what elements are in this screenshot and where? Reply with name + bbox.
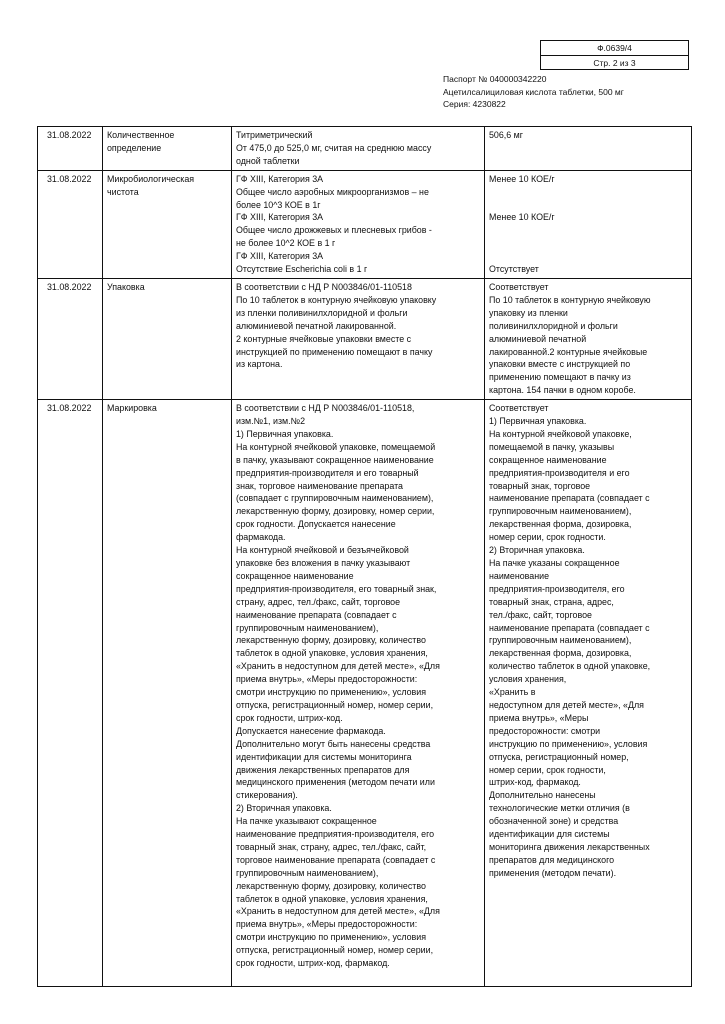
product-name: Ацетилсалициловая кислота таблетки, 500 мг [443, 86, 624, 97]
requirement-line: идентификации для системы мониторинга [236, 751, 412, 762]
requirement-line: сокращенное наименование [236, 570, 354, 581]
requirement-line: более 10^3 КОЕ в 1г [236, 199, 321, 210]
test-name-line: Маркировка [107, 403, 157, 414]
test-name-line: Упаковка [107, 281, 145, 292]
result-line: упаковку из пленки [489, 307, 568, 318]
result-line: На пачке указаны сокращенное [489, 558, 620, 568]
result-line: обозначенной зоне) и средства [489, 816, 619, 827]
result-line: штрих-код, фармакод. [489, 777, 581, 788]
test-name-line: чистота [107, 186, 139, 197]
result-line: группировочным наименованием), [489, 635, 632, 646]
result-line: товарный знак, торговое [489, 480, 591, 491]
test-name-cell [103, 278, 232, 399]
requirement-line: отпуска, регистрационный номер, номер серии, [236, 699, 434, 710]
result-line: «Хранить в [489, 687, 536, 698]
table-row [38, 170, 692, 278]
requirement-line: стикерования). [236, 790, 298, 801]
result-line: Менее 10 КОЕ/г [489, 173, 555, 184]
series-number: Серия: 4230822 [443, 99, 506, 109]
result-cell [485, 278, 692, 399]
requirement-line: срок годности, штрих-код. [236, 712, 343, 723]
result-line: Соответствует [489, 281, 549, 292]
test-name-cell [103, 127, 232, 171]
passport-header [443, 73, 713, 111]
requirement-cell [232, 400, 485, 987]
requirement-line: предприятия-производителя, его товарный знак, [236, 583, 437, 594]
result-line: предосторожности: смотри [489, 725, 601, 736]
requirement-line: Титриметрический [236, 130, 313, 140]
requirement-line: группировочным наименованием), [236, 622, 379, 633]
table-row [38, 278, 692, 399]
result-line: 1) Первичная упаковка. [489, 416, 587, 427]
requirement-line: лекарственную форму, дозировку, количество [236, 635, 426, 646]
requirement-line: изм.№1, изм.№2 [236, 416, 306, 427]
result-line: Отсутствует [489, 264, 539, 275]
requirement-line: В соответствии с НД Р N003846/01-110518, [236, 403, 415, 414]
test-results-table [37, 126, 692, 987]
result-cell [485, 400, 692, 987]
requirement-line: ГФ XIII, Категория 3А [236, 251, 324, 262]
requirement-line: приема внутрь», «Меры предосторожности: [236, 919, 418, 930]
requirement-line: наименование препарата (совпадает с [236, 609, 397, 620]
date-cell: 31.08.2022 [38, 400, 103, 987]
form-number: Ф.0639/4 [597, 43, 632, 53]
requirement-line: медицинского применения (методом печати или [236, 777, 435, 788]
form-number-box [540, 40, 689, 70]
result-line: товарный знак, страна, адрес, [489, 596, 614, 607]
requirement-line: таблеток в одной упаковке, условия хранения, [236, 648, 428, 659]
requirement-line: 1) Первичная упаковка. [236, 428, 334, 439]
result-line: номер серии, срок годности. [489, 532, 606, 543]
requirement-line: знак, торговое наименование препарата [236, 480, 403, 491]
requirement-line: алюминиевой печатной лакированной. [236, 320, 397, 331]
result-line: мониторинга движения лекарственных [489, 841, 650, 852]
date-cell: 31.08.2022 [38, 278, 103, 399]
requirement-line: наименование предприятия-производителя, его [236, 829, 435, 840]
page-indicator: Стр. 2 из 3 [541, 55, 688, 70]
requirement-line: движения лекарственных препаратов для [236, 764, 410, 775]
result-cell [485, 127, 692, 171]
result-line: Дополнительно нанесены [489, 790, 596, 801]
test-name-cell [103, 170, 232, 278]
requirement-line: Допускается нанесение фармакода. [236, 725, 386, 736]
requirement-line: инструкцией по применению помещают в пачку [236, 346, 433, 357]
requirement-line: не более 10^2 КОЕ в 1 г [236, 238, 336, 249]
result-line: отпуска, регистрационный номер, [489, 751, 629, 762]
result-line: применения (методом печати). [489, 867, 617, 878]
result-line: предприятия-производителя, его [489, 583, 625, 594]
requirement-line: Дополнительно могут быть нанесены средства [236, 738, 431, 749]
result-line: Соответствует [489, 403, 549, 414]
result-line: идентификации для системы [489, 829, 610, 840]
result-line: номер серии, срок годности, [489, 764, 606, 775]
requirement-line: Отсутствие Escherichia coli в 1 г [236, 264, 368, 275]
result-line: По 10 таблеток в контурную ячейковую [489, 294, 651, 305]
result-cell [485, 170, 692, 278]
requirement-line: срок годности. Допускается нанесение [236, 519, 396, 530]
requirement-line: смотри инструкцию по применению», условия [236, 932, 427, 943]
result-line: инструкцию по применению», условия [489, 738, 648, 749]
requirement-line: От 475,0 до 525,0 мг, считая на среднюю массу [236, 142, 432, 153]
result-line: помещаемой в пачку, указывы [489, 441, 615, 452]
requirement-line: таблеток в одной упаковке, условия хранения, [236, 893, 428, 904]
requirement-line: группировочным наименованием), [236, 867, 379, 878]
result-line: картона. 154 пачки в одном коробе. [489, 385, 636, 396]
result-line: На контурной ячейковой упаковке, [489, 428, 632, 439]
result-line: группировочным наименованием), [489, 506, 632, 517]
result-line: 2) Вторичная упаковка. [489, 545, 585, 556]
test-name-line: Микробиологическая [107, 173, 195, 184]
result-line: препаратов для медицинского [489, 854, 615, 865]
requirement-line: ГФ XIII, Категория 3А [236, 212, 324, 223]
test-name-line: определение [107, 142, 162, 153]
requirement-line: (совпадает с группировочным наименованием), [236, 493, 434, 504]
requirement-line: упаковке без вложения в пачку указывают [236, 558, 411, 568]
requirement-line: По 10 таблеток в контурную ячейковую упаковку [236, 294, 437, 305]
requirement-cell [232, 278, 485, 399]
requirement-line: На контурной ячейковой упаковке, помещаемой [236, 441, 436, 452]
requirement-line: одной таблетки [236, 155, 300, 166]
test-name-line: Количественное [107, 130, 175, 140]
requirement-line: Общее число аэробных микроорганизмов – не [236, 186, 429, 197]
requirement-line: предприятия-производителя и его товарный [236, 467, 419, 478]
requirement-line: приема внутрь», «Меры предосторожности: [236, 674, 418, 685]
requirement-line: лекарственную форму, дозировку, количество [236, 880, 426, 891]
requirement-cell [232, 127, 485, 171]
requirement-line: В соответствии с НД Р N003846/01-110518 [236, 281, 412, 292]
requirement-line: в пачку, указывают сокращенное наименование [236, 454, 434, 465]
result-line: наименование препарата (совпадает с [489, 622, 650, 633]
date-cell: 31.08.2022 [38, 170, 103, 278]
result-line: приема внутрь», «Меры [489, 712, 589, 723]
result-line: упаковки вместе с инструкцией по [489, 359, 631, 370]
result-line: недоступном для детей месте», «Для [489, 699, 644, 710]
result-line: поливинилхлоридной и фольги [489, 320, 618, 331]
requirement-line: лекарственную форму, дозировку, номер серии, [236, 506, 435, 517]
result-line: 506,6 мг [489, 130, 524, 140]
requirement-line: торговое наименование препарата (совпадает с [236, 854, 436, 865]
requirement-line: срок годности, штрих-код, фармакод. [236, 958, 390, 969]
requirement-line: «Хранить в недоступном для детей месте», «Для [236, 906, 440, 917]
requirement-line: страну, адрес, тел./факс, сайт, торговое [236, 596, 401, 607]
requirement-line: смотри инструкцию по применению», условия [236, 687, 427, 698]
requirement-line: 2) Вторичная упаковка. [236, 803, 332, 814]
requirement-line: фармакода. [236, 532, 286, 543]
table-row [38, 400, 692, 987]
result-line: наименование [489, 570, 550, 581]
requirement-line: ГФ XIII, Категория 3А [236, 173, 324, 184]
test-name-cell [103, 400, 232, 987]
result-line: лекарственная форма, дозировка, [489, 648, 632, 659]
requirement-line: отпуска, регистрационный номер, номер серии, [236, 945, 434, 956]
result-line: тел./факс, сайт, торговое [489, 609, 592, 620]
date-cell: 31.08.2022 [38, 127, 103, 171]
result-line: технологические метки отличия (в [489, 803, 630, 814]
result-line: предприятия-производителя и его [489, 467, 630, 478]
requirement-cell [232, 170, 485, 278]
result-line: условия хранения, [489, 674, 567, 685]
result-line: наименование препарата (совпадает с [489, 493, 650, 504]
result-line: применению помещают в пачку из [489, 372, 631, 383]
table-row [38, 127, 692, 171]
requirement-line: товарный знак, страну, адрес, тел./факс, сайт, [236, 841, 427, 852]
result-line: лакированной.2 контурные ячейковые [489, 346, 648, 357]
requirement-line: На пачке указывают сокращенное [236, 816, 377, 827]
passport-number: Паспорт № 040000342220 [443, 74, 547, 84]
requirement-line: из картона. [236, 359, 283, 370]
requirement-line: На контурной ячейковой и безъячейковой [236, 545, 409, 556]
requirement-line: Общее число дрожжевых и плесневых грибов - [236, 225, 432, 236]
requirement-line: 2 контурные ячейковые упаковки вместе с [236, 333, 412, 344]
result-line: количество таблеток в одной упаковке, [489, 661, 651, 672]
requirement-line: «Хранить в недоступном для детей месте», «Для [236, 661, 440, 672]
result-line: Менее 10 КОЕ/г [489, 212, 555, 223]
result-line: лекарственная форма, дозировка, [489, 519, 632, 530]
result-line: сокращенное наименование [489, 454, 607, 465]
requirement-line: из пленки поливинилхлоридной и фольги [236, 307, 408, 318]
result-line: алюминиевой печатной [489, 333, 587, 344]
